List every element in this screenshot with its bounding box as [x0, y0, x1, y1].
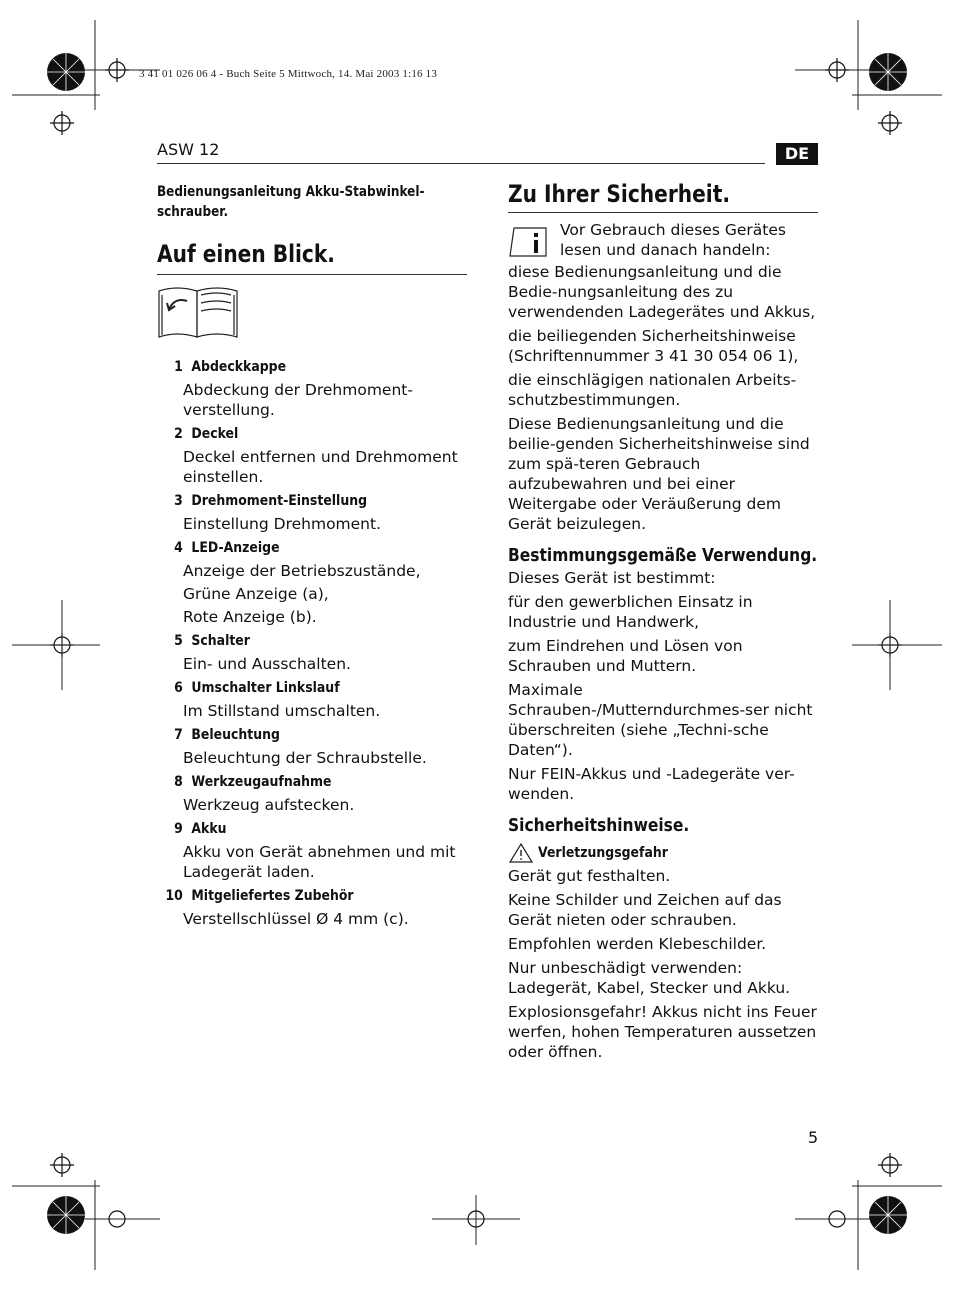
- safety-paragraph: diese Bedienungsanleitung und die Bedie-nungsanleitung des zu verwendenden Ladegerätes und Akkus,: [508, 263, 816, 321]
- overview-heading: Auf einen Blick.: [157, 240, 335, 268]
- overview-item-number: 7: [174, 727, 183, 743]
- safety-hint-paragraph: Empfohlen werden Klebeschilder.: [508, 935, 767, 953]
- overview-item-title: [157, 538, 432, 558]
- safety-paragraph: die beiliegenden Sicherheitshinweise (Schriftennummer 3 41 30 054 06 1),: [508, 327, 799, 365]
- manual-title: Bedienungsanleitung Akku-Stabwinkel-schrauber.: [157, 184, 425, 220]
- safety-paragraph: Diese Bedienungsanleitung und die beilie-genden Sicherheitshinweise sind zum spä-teren Gebrauch aufzubewahren und bei einer Weitergabe oder Veräußerung dem Gerät beizulegen.: [508, 415, 810, 533]
- overview-item-label: Werkzeugaufnahme: [191, 774, 332, 790]
- info-icon: [508, 224, 548, 260]
- overview-item-label: Mitgeliefertes Zubehör: [191, 888, 354, 904]
- overview-item-description: [157, 795, 477, 815]
- overview-divider: [157, 274, 467, 275]
- overview-item-title: [157, 819, 432, 839]
- overview-item-description: [157, 447, 477, 487]
- overview-item-label: Drehmoment-Einstellung: [191, 493, 368, 509]
- overview-item-description-line: Beleuchtung der Schraubstelle.: [183, 749, 427, 767]
- overview-item: [157, 424, 477, 487]
- overview-item: [157, 819, 477, 882]
- overview-item-label: Akku: [191, 821, 227, 837]
- overview-item-title: [157, 631, 432, 651]
- overview-item: [157, 678, 477, 721]
- warning-title: Verletzungsgefahr: [538, 845, 668, 861]
- overview-item: [157, 491, 477, 534]
- print-info-line: 3 41 01 026 06 4 - Buch Seite 5 Mittwoch, 14. Mai 2003 1:16 13: [139, 68, 438, 80]
- overview-item-title: [157, 678, 432, 698]
- overview-item: [157, 538, 477, 627]
- overview-item-description-line: Im Stillstand umschalten.: [183, 702, 381, 720]
- overview-item-description-line: Ein- und Ausschalten.: [183, 655, 351, 673]
- overview-item-number: 2: [174, 426, 183, 442]
- overview-item: [157, 772, 477, 815]
- safety-paragraph: die einschlägigen nationalen Arbeits-schutzbestimmungen.: [508, 371, 797, 409]
- overview-item-label: Umschalter Linkslauf: [191, 680, 340, 696]
- warning-triangle-icon: [508, 842, 534, 864]
- overview-item-label: Beleuchtung: [191, 727, 280, 743]
- model-name: ASW 12: [157, 140, 220, 159]
- overview-item-description-line: Grüne Anzeige (a),: [183, 585, 329, 603]
- intended-use-paragraph: zum Eindrehen und Lösen von Schrauben und Muttern.: [508, 637, 743, 675]
- overview-item-title: [157, 886, 432, 906]
- safety-hint-paragraph: Explosionsgefahr! Akkus nicht ins Feuer werfen, hohen Temperaturen aussetzen oder öffnen.: [508, 1003, 817, 1061]
- overview-item-description: [157, 909, 477, 929]
- overview-item: [157, 886, 477, 929]
- intended-use-paragraph: Nur FEIN-Akkus und -Ladegeräte ver-wenden.: [508, 765, 795, 803]
- overview-item-number: 3: [174, 493, 183, 509]
- overview-item-number: 4: [174, 540, 183, 556]
- overview-item-description-line: Deckel entfernen und Drehmoment einstellen.: [183, 448, 458, 486]
- overview-item-description-line: Abdeckung der Drehmoment-verstellung.: [183, 381, 413, 419]
- intended-use-paragraph: Dieses Gerät ist bestimmt:: [508, 569, 716, 587]
- overview-item-number: 8: [174, 774, 183, 790]
- overview-item-title: [157, 491, 432, 511]
- overview-item-title: [157, 772, 432, 792]
- book-reference-icon: [157, 283, 241, 339]
- overview-item-description: [157, 748, 477, 768]
- language-badge: DE: [776, 143, 818, 165]
- overview-item-label: Schalter: [191, 633, 250, 649]
- warning-row: [508, 842, 820, 864]
- overview-item-title: [157, 357, 432, 377]
- overview-item-number: 5: [174, 633, 183, 649]
- safety-hints-heading: Sicherheitshinweise.: [508, 815, 690, 836]
- safety-heading: Zu Ihrer Sicherheit.: [508, 180, 730, 208]
- safety-hint-paragraph: Keine Schilder und Zeichen auf das Gerät nieten oder schrauben.: [508, 891, 782, 929]
- overview-item-description-line: Rote Anzeige (b).: [183, 608, 317, 626]
- overview-item-title: [157, 725, 432, 745]
- overview-item: [157, 725, 477, 768]
- overview-item-number: 9: [174, 821, 183, 837]
- header-divider: [157, 163, 765, 164]
- overview-item-description-line: Einstellung Drehmoment.: [183, 515, 382, 533]
- safety-divider: [508, 212, 818, 213]
- overview-item-title: [157, 424, 432, 444]
- overview-item-number: 1: [174, 359, 183, 375]
- overview-item-number: 10: [165, 888, 183, 904]
- intended-use-paragraph: Maximale Schrauben-/Mutterndurchmes-ser nicht überschreiten (siehe „Techni-sche Daten“).: [508, 681, 813, 759]
- info-note: [508, 220, 820, 260]
- overview-item: [157, 357, 477, 420]
- overview-item-description: [157, 701, 477, 721]
- overview-item-description-line: Verstellschlüssel Ø 4 mm (c).: [183, 910, 409, 928]
- info-text: Vor Gebrauch dieses Gerätes lesen und danach handeln:: [560, 221, 786, 259]
- overview-item: [157, 631, 477, 674]
- overview-item-label: Deckel: [191, 426, 239, 442]
- overview-item-description: [157, 561, 477, 627]
- overview-item-description-line: Akku von Gerät abnehmen und mit Ladegerät laden.: [183, 843, 456, 881]
- overview-item-description-line: Werkzeug aufstecken.: [183, 796, 355, 814]
- overview-item-number: 6: [174, 680, 183, 696]
- overview-item-description: [157, 654, 477, 674]
- overview-item-description-line: Anzeige der Betriebszustände,: [183, 562, 421, 580]
- overview-item-description: [157, 842, 477, 882]
- overview-item-label: Abdeckkappe: [191, 359, 287, 375]
- page-number: 5: [808, 1128, 819, 1147]
- intended-use-paragraph: für den gewerblichen Einsatz in Industrie und Handwerk,: [508, 593, 753, 631]
- overview-item-label: LED-Anzeige: [191, 540, 280, 556]
- overview-item-description: [157, 514, 477, 534]
- safety-hint-paragraph: Gerät gut festhalten.: [508, 867, 671, 885]
- intended-use-heading: Bestimmungsgemäße Verwendung.: [508, 545, 818, 566]
- safety-section: [508, 220, 820, 1066]
- safety-hint-paragraph: Nur unbeschädigt verwenden: Ladegerät, Kabel, Stecker und Akku.: [508, 959, 791, 997]
- overview-list: [157, 353, 477, 929]
- overview-item-description: [157, 380, 477, 420]
